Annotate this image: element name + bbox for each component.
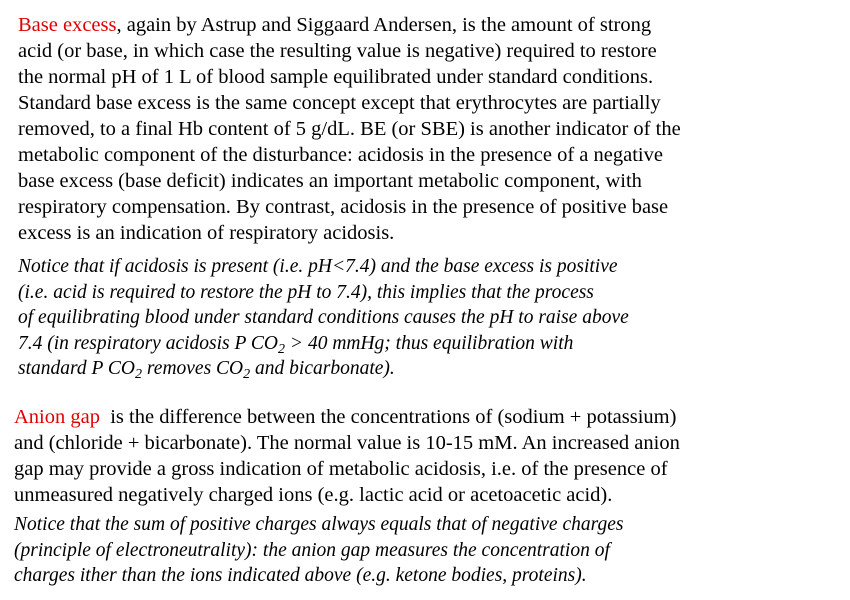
paragraph-line: Anion gap is the difference between the concentrations of (sodium + potassium)	[14, 406, 677, 428]
paragraph-line: and (chloride + bicarbonate). The normal value is 10-15 mM. An increased anion	[14, 432, 680, 454]
base-excess-note	[18, 254, 850, 382]
base-excess-section	[18, 12, 850, 246]
paragraph-line: unmeasured negatively charged ions (e.g. lactic acid or acetoacetic acid).	[14, 484, 613, 506]
base-excess-paragraph	[18, 12, 850, 246]
paragraph-line: the normal pH of 1 L of blood sample equilibrated under standard conditions.	[18, 66, 654, 88]
note-line: 7.4 (in respiratory acidosis P $CO_2 > 40$ mmHg; thus equilibration with	[18, 332, 574, 357]
note-line: charges ither than the ions indicated above (e.g. ketone bodies, proteins).	[14, 565, 587, 586]
paragraph-line: base excess (base deficit) indicates an important metabolic component, with	[18, 170, 642, 192]
anion-gap-paragraph	[14, 404, 850, 508]
paragraph-line: respiratory compensation. By contrast, acidosis in the presence of positive base	[18, 196, 669, 218]
paragraph-line: excess is an indication of respiratory acidosis.	[18, 222, 395, 244]
paragraph-line: metabolic component of the disturbance: acidosis in the presence of a negative	[18, 144, 663, 166]
paragraph-line: acid (or base, in which case the resulting value is negative) required to restore	[18, 40, 657, 62]
note-line: (principle of electroneutrality): the anion gap measures the concentration of	[14, 539, 610, 561]
note-line: Notice that if acidosis is present (i.e. pH<7.4) and the base excess is positive	[18, 256, 618, 277]
note-line: (i.e. acid is required to restore the pH to 7.4), this implies that the process	[18, 281, 594, 303]
anion-gap-term: Anion gap	[14, 406, 100, 428]
paragraph-line: gap may provide a gross indication of metabolic acidosis, i.e. of the presence of	[14, 458, 668, 480]
base-excess-term: Base excess	[18, 14, 117, 36]
note-line: of equilibrating blood under standard conditions causes the pH to raise above	[18, 307, 629, 328]
anion-gap-note	[14, 512, 850, 589]
note-line: standard P $CO_2$ removes $CO_2$ and bicarbonate).	[18, 358, 395, 382]
paragraph-line: Base excess, again by Astrup and Siggaard Andersen, is the amount of strong	[18, 14, 652, 36]
anion-gap-section	[14, 404, 850, 508]
paragraph-line: Standard base excess is the same concept except that erythrocytes are partially	[18, 92, 661, 114]
note-line: Notice that the sum of positive charges always equals that of negative charges	[14, 514, 624, 535]
paragraph-line: removed, to a final Hb content of 5 g/dL. BE (or SBE) is another indicator of the	[18, 118, 681, 140]
